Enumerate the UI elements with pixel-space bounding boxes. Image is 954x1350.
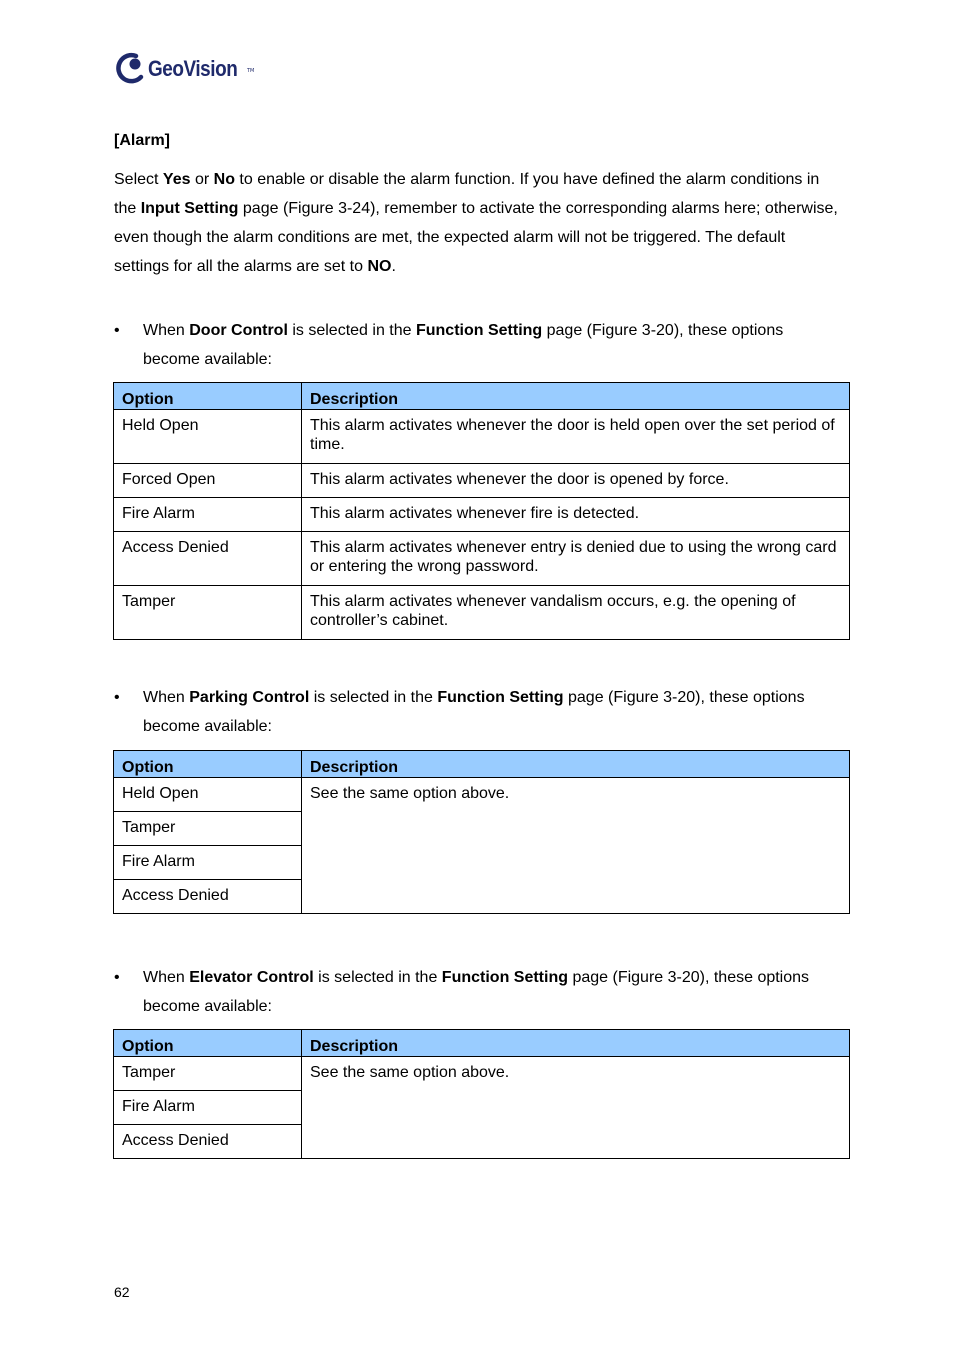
intro-paragraph [114,165,844,281]
description-cell: This alarm activates whenever the door is held open over the set period of time. [302,410,850,464]
header-option: Option [114,751,302,778]
elevator-control-alarm-table [113,1029,850,1159]
intro-text: or [190,171,214,188]
option-cell: Held Open [114,410,302,464]
logo-trademark: TM [247,68,255,74]
logo-wordmark: GeoVision [148,56,238,81]
parking-control-alarm-table [113,750,850,914]
option-cell: Tamper [114,1057,302,1091]
intro-text: page (Figure 3-24), remember to activate the corresponding alarms here; otherwise, even though the alarm conditions are met, the expected alarm will not be triggered. The default settings for all the alarms are set to [114,200,838,275]
intro-no: No [213,171,235,188]
bullet-dot: • [114,969,120,986]
intro-text: Select [114,171,163,188]
option-cell: Fire Alarm [114,846,302,880]
description-cell: This alarm activates whenever vandalism occurs, e.g. the opening of controller’s cabinet. [302,586,850,640]
table-header-row [114,751,850,778]
intro-yes: Yes [162,171,191,188]
section-title: [Alarm] [114,132,171,149]
description-cell: This alarm activates whenever the door is opened by force. [302,464,850,498]
intro-input-setting: Input Setting [140,200,239,217]
option-cell: Access Denied [114,532,302,586]
option-cell: Fire Alarm [114,1091,302,1125]
bullet-text: When Parking Control is selected in the Function Setting page (Figure 3-20), these options become available: [143,689,805,735]
table-row [114,464,850,498]
intro-no-default: NO [367,258,392,275]
intro-text: . [391,258,396,275]
description-cell: This alarm activates whenever entry is denied due to using the wrong card or entering the wrong password. [302,532,850,586]
table-header-row [114,383,850,410]
bullet-text: When Door Control is selected in the Function Setting page (Figure 3-20), these options become available: [143,322,784,368]
option-cell: Access Denied [114,880,302,914]
table-row [114,410,850,464]
option-cell: Forced Open [114,464,302,498]
shared-description-cell: See the same option above. [302,1057,850,1159]
table-row [114,532,850,586]
geovision-logo [114,50,264,86]
option-cell: Tamper [114,812,302,846]
intro-text: to enable or disable the alarm function. If you have defined the alarm conditions in the [114,171,820,217]
page-number: 62 [114,1284,130,1300]
table-row [114,778,850,812]
table-row [114,1057,850,1091]
option-cell: Fire Alarm [114,498,302,532]
bullet-dot: • [114,689,120,706]
bullet-text: When Elevator Control is selected in the Function Setting page (Figure 3-20), these options become available: [143,969,810,1015]
option-cell: Held Open [114,778,302,812]
header-description: Description [302,1030,850,1057]
table-header-row [114,1030,850,1057]
header-description: Description [302,383,850,410]
bullet-dot: • [114,322,120,339]
header-option: Option [114,383,302,410]
header-description: Description [302,751,850,778]
geovision-logo-mark-icon [114,50,150,86]
description-cell: This alarm activates whenever fire is detected. [302,498,850,532]
option-cell: Access Denied [114,1125,302,1159]
shared-description-cell: See the same option above. [302,778,850,914]
table-row [114,586,850,640]
header-option: Option [114,1030,302,1057]
option-cell: Tamper [114,586,302,640]
door-control-alarm-table [113,382,850,640]
table-row [114,498,850,532]
